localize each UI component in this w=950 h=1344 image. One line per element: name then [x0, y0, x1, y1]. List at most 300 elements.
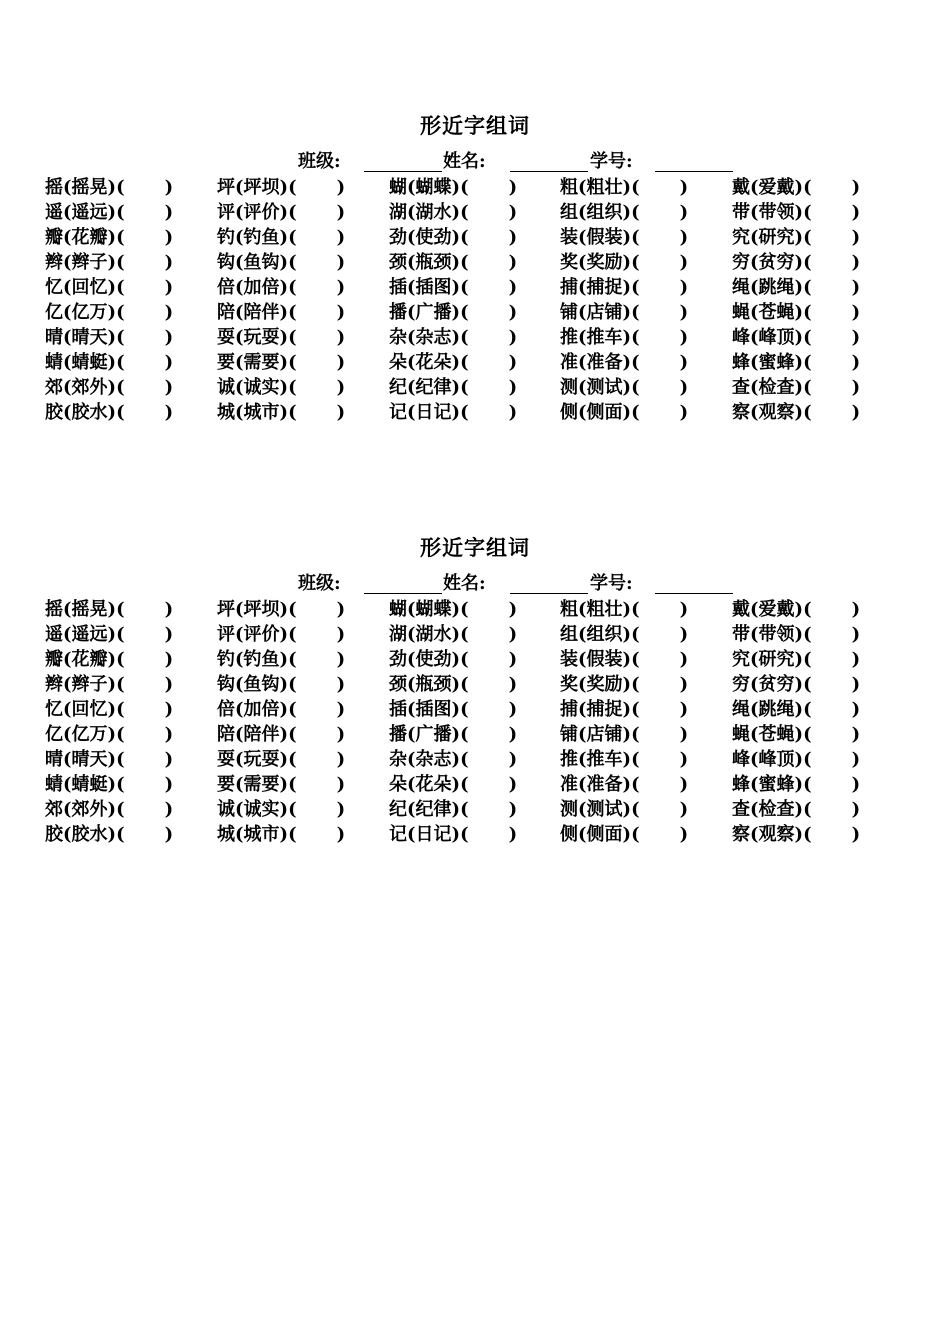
answer-blank[interactable]: ( )	[116, 749, 174, 770]
example-word: 捕捉	[586, 277, 623, 298]
word-group: 插(插图)( )	[389, 699, 518, 720]
student-id-blank[interactable]	[655, 171, 733, 172]
target-character: 粗	[560, 599, 578, 620]
answer-blank[interactable]: ( )	[116, 352, 174, 373]
target-character: 铺	[560, 302, 578, 323]
answer-blank[interactable]: ( )	[288, 227, 346, 248]
answer-blank[interactable]: ( )	[631, 202, 689, 223]
target-character: 城	[217, 402, 235, 423]
target-character: 准	[560, 774, 578, 795]
target-character: 记	[389, 402, 407, 423]
example-word: 玩耍	[243, 327, 280, 348]
example-word: 研究	[758, 227, 795, 248]
answer-blank[interactable]: ( )	[631, 824, 689, 845]
answer-blank[interactable]: ( )	[631, 402, 689, 423]
answer-blank[interactable]: ( )	[288, 252, 346, 273]
word-group: 铺(店铺)( )	[560, 724, 689, 745]
answer-blank[interactable]: ( )	[116, 824, 174, 845]
answer-blank[interactable]: ( )	[803, 774, 861, 795]
word-group: 倍(加倍)( )	[217, 277, 346, 298]
target-character: 遥	[45, 624, 63, 645]
word-group: 诚(诚实)( )	[217, 377, 346, 398]
answer-blank[interactable]: ( )	[460, 699, 518, 720]
answer-blank[interactable]: ( )	[116, 277, 174, 298]
answer-blank[interactable]: ( )	[116, 402, 174, 423]
example-word: 假装	[586, 227, 623, 248]
word-group: 晴(晴天)( )	[45, 749, 174, 770]
answer-blank[interactable]: ( )	[803, 277, 861, 298]
word-group: 评(评价)( )	[217, 624, 346, 645]
word-group: 晴(晴天)( )	[45, 327, 174, 348]
target-character: 城	[217, 824, 235, 845]
target-character: 辫	[45, 674, 63, 695]
example-word: 店铺	[586, 724, 623, 745]
example-word: 湖水	[415, 624, 452, 645]
example-word: 奖励	[586, 674, 623, 695]
target-character: 播	[389, 302, 407, 323]
example-word: 杂志	[415, 749, 452, 770]
target-character: 钩	[217, 252, 235, 273]
example-word: 辫子	[71, 252, 108, 273]
answer-blank[interactable]: ( )	[460, 674, 518, 695]
example-word: 贫穷	[758, 252, 795, 273]
student-id-label: 学号:	[590, 573, 633, 594]
answer-blank[interactable]: ( )	[803, 177, 861, 198]
answer-blank[interactable]: ( )	[803, 649, 861, 670]
answer-blank[interactable]: ( )	[116, 177, 174, 198]
example-word: 苍蝇	[758, 302, 795, 323]
word-group: 播(广播)( )	[389, 302, 518, 323]
word-group: 诚(诚实)( )	[217, 799, 346, 820]
answer-blank[interactable]: ( )	[288, 624, 346, 645]
answer-blank[interactable]: ( )	[116, 377, 174, 398]
word-row	[0, 275, 950, 300]
word-group: 郊(郊外)( )	[45, 799, 174, 820]
word-row	[0, 325, 950, 350]
worksheet-title: 形近字组词	[420, 113, 530, 138]
example-word: 瓶颈	[415, 252, 452, 273]
word-group: 粗(粗壮)( )	[560, 177, 689, 198]
answer-blank[interactable]: ( )	[460, 377, 518, 398]
example-word: 贫穷	[758, 674, 795, 695]
answer-blank[interactable]: ( )	[803, 749, 861, 770]
target-character: 测	[560, 799, 578, 820]
word-group: 杂(杂志)( )	[389, 327, 518, 348]
answer-blank[interactable]: ( )	[460, 277, 518, 298]
answer-blank[interactable]: ( )	[803, 724, 861, 745]
target-character: 郊	[45, 799, 63, 820]
answer-blank[interactable]: ( )	[631, 352, 689, 373]
word-group: 城(城市)( )	[217, 824, 346, 845]
example-word: 花朵	[415, 774, 452, 795]
word-row	[0, 672, 950, 697]
word-row	[0, 797, 950, 822]
answer-blank[interactable]: ( )	[803, 699, 861, 720]
target-character: 湖	[389, 624, 407, 645]
example-word: 加倍	[243, 277, 280, 298]
word-group: 瓣(花瓣)( )	[45, 649, 174, 670]
example-word: 陪伴	[243, 724, 280, 745]
answer-blank[interactable]: ( )	[803, 327, 861, 348]
target-character: 峰	[732, 749, 750, 770]
answer-blank[interactable]: ( )	[288, 302, 346, 323]
answer-blank[interactable]: ( )	[460, 724, 518, 745]
answer-blank[interactable]: ( )	[803, 624, 861, 645]
target-character: 捕	[560, 699, 578, 720]
target-character: 倍	[217, 277, 235, 298]
target-character: 究	[732, 649, 750, 670]
target-character: 粗	[560, 177, 578, 198]
example-word: 粗壮	[586, 177, 623, 198]
answer-blank[interactable]: ( )	[288, 202, 346, 223]
example-word: 苍蝇	[758, 724, 795, 745]
word-group: 播(广播)( )	[389, 724, 518, 745]
worksheet-2	[0, 534, 950, 847]
target-character: 戴	[732, 177, 750, 198]
target-character: 测	[560, 377, 578, 398]
word-group: 侧(侧面)( )	[560, 824, 689, 845]
word-group: 带(带领)( )	[732, 202, 861, 223]
answer-blank[interactable]: ( )	[288, 674, 346, 695]
target-character: 朵	[389, 352, 407, 373]
target-character: 蝴	[389, 599, 407, 620]
target-character: 究	[732, 227, 750, 248]
word-group: 杂(杂志)( )	[389, 749, 518, 770]
answer-blank[interactable]: ( )	[460, 252, 518, 273]
target-character: 遥	[45, 202, 63, 223]
answer-blank[interactable]: ( )	[116, 227, 174, 248]
example-word: 推车	[586, 327, 623, 348]
answer-blank[interactable]: ( )	[460, 402, 518, 423]
example-word: 观察	[758, 824, 795, 845]
target-character: 装	[560, 227, 578, 248]
word-group: 辫(辫子)( )	[45, 674, 174, 695]
answer-blank[interactable]: ( )	[288, 774, 346, 795]
answer-blank[interactable]: ( )	[631, 227, 689, 248]
word-group: 劲(使劲)( )	[389, 227, 518, 248]
answer-blank[interactable]: ( )	[288, 699, 346, 720]
word-group: 装(假装)( )	[560, 649, 689, 670]
answer-blank[interactable]: ( )	[631, 599, 689, 620]
word-group: 捕(捕捉)( )	[560, 277, 689, 298]
answer-blank[interactable]: ( )	[803, 302, 861, 323]
answer-blank[interactable]: ( )	[288, 749, 346, 770]
example-word: 峰顶	[758, 749, 795, 770]
target-character: 钓	[217, 227, 235, 248]
answer-blank[interactable]: ( )	[803, 674, 861, 695]
answer-blank[interactable]: ( )	[460, 649, 518, 670]
example-word: 花朵	[415, 352, 452, 373]
word-group: 瓣(花瓣)( )	[45, 227, 174, 248]
answer-blank[interactable]: ( )	[803, 202, 861, 223]
answer-blank[interactable]: ( )	[460, 824, 518, 845]
class-label: 班级:	[298, 151, 341, 172]
example-word: 胶水	[71, 824, 108, 845]
example-word: 奖励	[586, 252, 623, 273]
name-blank[interactable]	[510, 593, 588, 594]
answer-blank[interactable]: ( )	[460, 749, 518, 770]
word-row	[0, 722, 950, 747]
example-word: 亿万	[71, 724, 108, 745]
answer-blank[interactable]: ( )	[631, 624, 689, 645]
example-word: 遥远	[71, 624, 108, 645]
answer-blank[interactable]: ( )	[631, 699, 689, 720]
example-word: 纪律	[415, 799, 452, 820]
name-blank[interactable]	[510, 171, 588, 172]
answer-blank[interactable]: ( )	[116, 252, 174, 273]
answer-blank[interactable]: ( )	[460, 599, 518, 620]
example-word: 需要	[243, 352, 280, 373]
target-character: 带	[732, 624, 750, 645]
target-character: 侧	[560, 402, 578, 423]
word-group: 亿(亿万)( )	[45, 302, 174, 323]
example-word: 测试	[586, 377, 623, 398]
answer-blank[interactable]: ( )	[116, 649, 174, 670]
example-word: 鱼钩	[243, 252, 280, 273]
student-id-blank[interactable]	[655, 593, 733, 594]
answer-blank[interactable]: ( )	[116, 302, 174, 323]
word-rows	[0, 597, 950, 847]
answer-blank[interactable]: ( )	[803, 599, 861, 620]
example-word: 店铺	[586, 302, 623, 323]
answer-blank[interactable]: ( )	[288, 649, 346, 670]
word-group: 胶(胶水)( )	[45, 402, 174, 423]
answer-blank[interactable]: ( )	[288, 599, 346, 620]
word-group: 测(测试)( )	[560, 799, 689, 820]
target-character: 劲	[389, 649, 407, 670]
target-character: 要	[217, 774, 235, 795]
word-row	[0, 300, 950, 325]
answer-blank[interactable]: ( )	[803, 377, 861, 398]
word-group: 钩(鱼钩)( )	[217, 252, 346, 273]
target-character: 纪	[389, 799, 407, 820]
answer-blank[interactable]: ( )	[460, 202, 518, 223]
target-character: 胶	[45, 824, 63, 845]
example-word: 使劲	[415, 649, 452, 670]
word-group: 钩(鱼钩)( )	[217, 674, 346, 695]
answer-blank[interactable]: ( )	[460, 799, 518, 820]
example-word: 亿万	[71, 302, 108, 323]
target-character: 纪	[389, 377, 407, 398]
word-row	[0, 772, 950, 797]
example-word: 测试	[586, 799, 623, 820]
answer-blank[interactable]: ( )	[116, 599, 174, 620]
answer-blank[interactable]: ( )	[631, 377, 689, 398]
example-word: 准备	[586, 774, 623, 795]
answer-blank[interactable]: ( )	[631, 674, 689, 695]
example-word: 湖水	[415, 202, 452, 223]
answer-blank[interactable]: ( )	[803, 824, 861, 845]
answer-blank[interactable]: ( )	[631, 252, 689, 273]
example-word: 蝴蝶	[415, 599, 452, 620]
word-row	[0, 375, 950, 400]
word-group: 城(城市)( )	[217, 402, 346, 423]
target-character: 奖	[560, 252, 578, 273]
target-character: 颈	[389, 674, 407, 695]
word-row	[0, 400, 950, 425]
target-character: 陪	[217, 724, 235, 745]
example-word: 钓鱼	[243, 649, 280, 670]
word-group: 倍(加倍)( )	[217, 699, 346, 720]
word-row	[0, 622, 950, 647]
example-word: 准备	[586, 352, 623, 373]
answer-blank[interactable]: ( )	[460, 624, 518, 645]
target-character: 评	[217, 624, 235, 645]
word-group: 铺(店铺)( )	[560, 302, 689, 323]
word-group: 坪(坪坝)( )	[217, 599, 346, 620]
answer-blank[interactable]: ( )	[288, 352, 346, 373]
word-group: 忆(回忆)( )	[45, 699, 174, 720]
target-character: 钩	[217, 674, 235, 695]
answer-blank[interactable]: ( )	[460, 302, 518, 323]
example-word: 晴天	[71, 327, 108, 348]
answer-blank[interactable]: ( )	[288, 799, 346, 820]
answer-blank[interactable]: ( )	[803, 252, 861, 273]
answer-blank[interactable]: ( )	[116, 724, 174, 745]
word-row	[0, 225, 950, 250]
answer-blank[interactable]: ( )	[460, 774, 518, 795]
target-character: 察	[732, 824, 750, 845]
target-character: 杂	[389, 327, 407, 348]
answer-blank[interactable]: ( )	[288, 177, 346, 198]
example-word: 晴天	[71, 749, 108, 770]
target-character: 坪	[217, 177, 235, 198]
word-group: 忆(回忆)( )	[45, 277, 174, 298]
answer-blank[interactable]: ( )	[288, 327, 346, 348]
answer-blank[interactable]: ( )	[803, 402, 861, 423]
answer-blank[interactable]: ( )	[631, 277, 689, 298]
word-group: 朵(花朵)( )	[389, 352, 518, 373]
example-word: 遥远	[71, 202, 108, 223]
worksheet-1	[0, 112, 950, 425]
example-word: 爱戴	[758, 177, 795, 198]
word-group: 摇(摇晃)( )	[45, 177, 174, 198]
example-word: 侧面	[586, 402, 623, 423]
answer-blank[interactable]: ( )	[803, 227, 861, 248]
class-blank[interactable]	[364, 593, 442, 594]
answer-blank[interactable]: ( )	[288, 402, 346, 423]
answer-blank[interactable]: ( )	[116, 699, 174, 720]
answer-blank[interactable]: ( )	[631, 649, 689, 670]
word-group: 亿(亿万)( )	[45, 724, 174, 745]
target-character: 湖	[389, 202, 407, 223]
target-character: 推	[560, 327, 578, 348]
example-word: 郊外	[71, 799, 108, 820]
answer-blank[interactable]: ( )	[631, 327, 689, 348]
worksheet-title: 形近字组词	[420, 535, 530, 560]
class-blank[interactable]	[364, 171, 442, 172]
word-group: 要(需要)( )	[217, 774, 346, 795]
name-label: 姓名:	[443, 151, 486, 172]
answer-blank[interactable]: ( )	[116, 327, 174, 348]
word-group: 峰(峰顶)( )	[732, 327, 861, 348]
example-word: 组织	[586, 202, 623, 223]
target-character: 杂	[389, 749, 407, 770]
target-character: 侧	[560, 824, 578, 845]
word-group: 蝴(蝴蝶)( )	[389, 177, 518, 198]
target-character: 诚	[217, 799, 235, 820]
answer-blank[interactable]: ( )	[288, 724, 346, 745]
answer-blank[interactable]: ( )	[631, 749, 689, 770]
example-word: 检查	[758, 799, 795, 820]
target-character: 坪	[217, 599, 235, 620]
answer-blank[interactable]: ( )	[631, 774, 689, 795]
word-group: 遥(遥远)( )	[45, 202, 174, 223]
word-rows	[0, 175, 950, 425]
target-character: 推	[560, 749, 578, 770]
example-word: 检查	[758, 377, 795, 398]
answer-blank[interactable]: ( )	[460, 177, 518, 198]
target-character: 晴	[45, 749, 63, 770]
word-group: 粗(粗壮)( )	[560, 599, 689, 620]
word-group: 蝇(苍蝇)( )	[732, 724, 861, 745]
target-character: 记	[389, 824, 407, 845]
target-character: 蜻	[45, 352, 63, 373]
target-character: 忆	[45, 277, 63, 298]
target-character: 忆	[45, 699, 63, 720]
word-group: 侧(侧面)( )	[560, 402, 689, 423]
answer-blank[interactable]: ( )	[116, 624, 174, 645]
answer-blank[interactable]: ( )	[460, 227, 518, 248]
answer-blank[interactable]: ( )	[288, 277, 346, 298]
answer-blank[interactable]: ( )	[803, 799, 861, 820]
student-id-label: 学号:	[590, 151, 633, 172]
answer-blank[interactable]: ( )	[288, 824, 346, 845]
example-word: 侧面	[586, 824, 623, 845]
word-row	[0, 697, 950, 722]
word-group: 蝇(苍蝇)( )	[732, 302, 861, 323]
answer-blank[interactable]: ( )	[803, 352, 861, 373]
target-character: 亿	[45, 302, 63, 323]
answer-blank[interactable]: ( )	[631, 724, 689, 745]
example-word: 辫子	[71, 674, 108, 695]
word-row	[0, 200, 950, 225]
word-group: 钓(钓鱼)( )	[217, 227, 346, 248]
word-group: 记(日记)( )	[389, 402, 518, 423]
word-group: 湖(湖水)( )	[389, 202, 518, 223]
target-character: 准	[560, 352, 578, 373]
answer-blank[interactable]: ( )	[116, 202, 174, 223]
word-group: 记(日记)( )	[389, 824, 518, 845]
target-character: 蝇	[732, 302, 750, 323]
example-word: 蜜蜂	[758, 352, 795, 373]
answer-blank[interactable]: ( )	[631, 177, 689, 198]
example-word: 粗壮	[586, 599, 623, 620]
word-group: 组(组织)( )	[560, 202, 689, 223]
answer-blank[interactable]: ( )	[460, 352, 518, 373]
target-character: 亿	[45, 724, 63, 745]
word-group: 推(推车)( )	[560, 749, 689, 770]
example-word: 捕捉	[586, 699, 623, 720]
target-character: 组	[560, 624, 578, 645]
word-group: 评(评价)( )	[217, 202, 346, 223]
answer-blank[interactable]: ( )	[631, 799, 689, 820]
word-group: 蜻(蜻蜓)( )	[45, 774, 174, 795]
answer-blank[interactable]: ( )	[116, 799, 174, 820]
answer-blank[interactable]: ( )	[116, 774, 174, 795]
target-character: 蝴	[389, 177, 407, 198]
target-character: 郊	[45, 377, 63, 398]
answer-blank[interactable]: ( )	[116, 674, 174, 695]
answer-blank[interactable]: ( )	[460, 327, 518, 348]
example-word: 日记	[415, 824, 452, 845]
target-character: 瓣	[45, 227, 63, 248]
word-row	[0, 747, 950, 772]
answer-blank[interactable]: ( )	[631, 302, 689, 323]
example-word: 假装	[586, 649, 623, 670]
word-group: 戴(爱戴)( )	[732, 599, 861, 620]
answer-blank[interactable]: ( )	[288, 377, 346, 398]
